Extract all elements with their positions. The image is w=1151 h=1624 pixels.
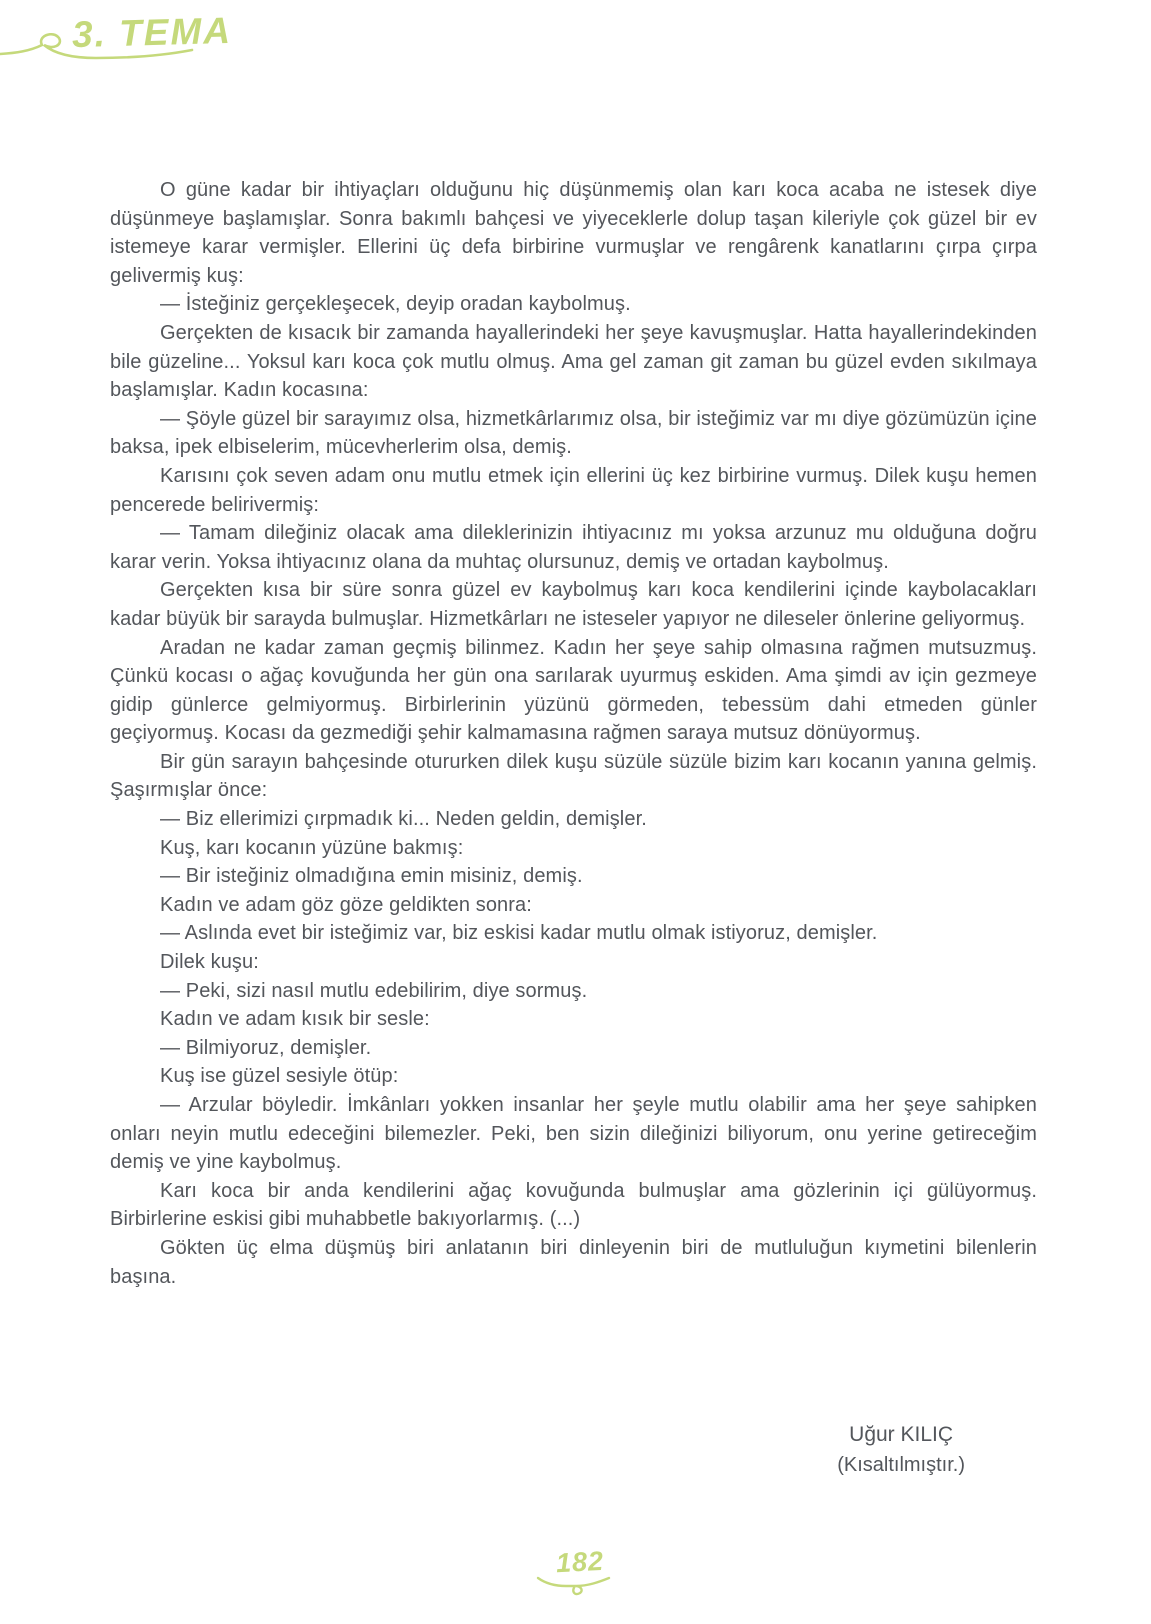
story-paragraph: — Bir isteğiniz olmadığına emin misiniz, demiş. [160, 865, 583, 888]
story-paragraph: Kuş ise güzel sesiyle ötüp: [160, 1065, 399, 1088]
story-paragraph: Gerçekten kısa bir süre sonra güzel ev kaybolmuş karı koca kendilerini içinde kaybolacakları kadar büyük bir sarayda bulmuşlar. Hizmetkârları ne isteseler yapıyor ne dileseler önlerine geliyormuş. [110, 579, 1037, 630]
story-paragraph: — Şöyle güzel bir sarayımız olsa, hizmetkârlarımız olsa, bir isteğimiz var mı diye gözümüzün içine baksa, ipek elbiselerim, mücevherlerim olsa, demiş. [110, 407, 1037, 459]
author-signature [837, 1420, 965, 1480]
story-paragraph: Gerçekten de kısacık bir zamanda hayallerindeki her şeye kavuşmuşlar. Hatta hayallerindekinden bile güzeline... Yoksul karı koca çok mutlu olmuş. Ama gel zaman git zaman bu güzel evden sıkılmaya başlamışlar. Kadın kocasına: [110, 321, 1037, 402]
story-text [110, 176, 1037, 1291]
story-paragraph: — Aslında evet bir isteğimiz var, biz eskisi kadar mutlu olmak istiyoruz, demişler. [160, 922, 878, 945]
story-paragraph: Kuş, karı kocanın yüzüne bakmış: [160, 836, 464, 859]
story-paragraph: Karısını çok seven adam onu mutlu etmek için ellerini üç kez birbirine vurmuş. Dilek kuşu hemen pencerede belirivermiş: [110, 464, 1037, 516]
story-paragraph: Kadın ve adam göz göze geldikten sonra: [160, 893, 532, 916]
story-paragraph: — Tamam dileğiniz olacak ama dileklerinizin ihtiyacınız mı yoksa arzunuz mu olduğuna doğru karar verin. Yoksa ihtiyacınız olana da muhtaç olursunuz, demiş ve ortadan kaybolmuş. [110, 522, 1037, 573]
story-paragraph: Gökten üç elma düşmüş biri anlatanın biri dinleyenin biri de mutluluğun kıymetini bilenlerin başına. [110, 1236, 1037, 1288]
story-paragraph: — Peki, sizi nasıl mutlu edebilirim, diye sormuş. [160, 979, 588, 1002]
story-paragraph: — Arzular böyledir. İmkânları yokken insanlar her şeyle mutlu olabilir ama her şeye sahipken onları neyin mutlu edeceğini bilemezler. Peki, ben sizin dileğinizi biliyorum, onu yerine getireceğim demiş ve yine kaybolmuş. [110, 1094, 1037, 1174]
abbreviation-note: (Kısaltılmıştır.) [837, 1454, 965, 1476]
story-paragraph: Karı koca bir anda kendilerini ağaç kovuğunda bulmuşlar ama gözlerinin içi gülüyormuş. Birbirlerine eskisi gibi muhabbetle bakıyorlarmış. (...) [110, 1179, 1037, 1231]
story-paragraph: Aradan ne kadar zaman geçmiş bilinmez. Kadın her şeye sahip olmasına rağmen mutsuzmuş. Çünkü kocası o ağaç kovuğunda her gün ona sarılarak uyurmuş eskiden. Ama şimdi av için gezmeye gidip günlerce gelmiyormuş. Birbirlerinin yüzünü görmeden, tebessüm dahi etmeden günler geçiyormuş. Kocası da gezmediği şehir kalmamasına rağmen saraya mutsuz dönüyormuş. [110, 636, 1037, 745]
footer-squiggle-underline-icon [536, 1573, 612, 1597]
story-paragraph: Dilek kuşu: [160, 951, 259, 974]
author-name: Uğur KILIÇ [849, 1423, 954, 1446]
story-paragraph: Bir gün sarayın bahçesinde otururken dilek kuşu süzüle süzüle bizim karı kocanın yanına gelmiş. Şaşırmışlar önce: [110, 750, 1037, 802]
page-number: 182 [555, 1545, 605, 1579]
theme-title: 3. TEMA [71, 9, 233, 56]
story-paragraph: — İsteğiniz gerçekleşecek, deyip oradan kaybolmuş. [160, 293, 631, 316]
story-paragraph: O güne kadar bir ihtiyaçları olduğunu hiç düşünmemiş olan karı koca acaba ne istesek diye düşünmeye başlamışlar. Sonra bakımlı bahçesi ve yiyeceklerle dolup taşan kileriyle çok güzel bir ev istemeye karar vermişler. Ellerini üç defa birbirine vurmuşlar ve rengârenk kanatlarını çırpa çırpa gelivermiş kuş: [110, 179, 1037, 287]
story-paragraph: Kadın ve adam kısık bir sesle: [160, 1008, 430, 1031]
story-paragraph: — Biz ellerimizi çırpmadık ki... Neden geldin, demişler. [160, 808, 647, 831]
story-paragraph: — Bilmiyoruz, demişler. [160, 1036, 372, 1059]
